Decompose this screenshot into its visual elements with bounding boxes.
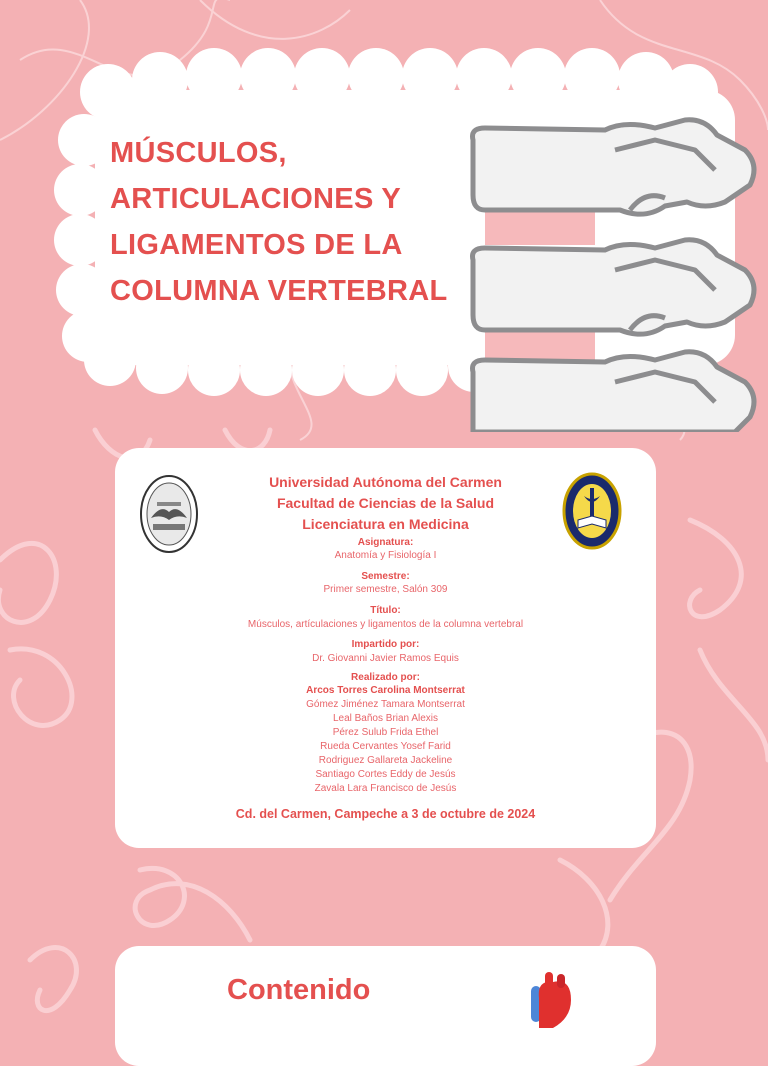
university-name: Universidad Autónoma del Carmen [269,474,502,490]
vertebrae-illustration-icon [455,110,768,432]
title-line: COLUMNA VERTEBRAL [110,275,448,307]
contents-heading: Contenido [227,974,371,1006]
program-name: Licenciatura en Medicina [302,516,469,532]
author-item: Gómez Jiménez Tamara Montserrat [306,699,465,710]
author-item: Pérez Sulub Frida Ethel [332,727,439,738]
authors-list [115,684,656,796]
author-item: Rodriguez Gallareta Jackeline [318,755,453,766]
author-item: Zavala Lara Francisco de Jesús [314,783,457,794]
subject-value: Anatomía y Fisiología I [334,550,437,561]
title-line: LIGAMENTOS DE LA [110,229,403,261]
title-line: ARTICULACIONES Y [110,183,402,215]
semester-value: Primer semestre, Salón 309 [323,584,448,595]
heart-icon [523,968,583,1028]
author-item: Leal Baños Brian Alexis [332,713,439,724]
author-item: Santiago Cortes Eddy de Jesús [315,769,456,780]
work-title-value: Músculos, artículaciones y ligamentos de la columna vertebral [247,619,524,630]
semester-label: Semestre: [361,571,410,582]
contents-card [115,946,656,1066]
institution-heading [115,472,656,535]
authors-label: Realizado por: [351,672,420,683]
place-date: Cd. del Carmen, Campeche a 3 de octubre de 2024 [235,807,536,821]
title-line: MÚSCULOS, [110,137,287,169]
page-title [110,130,490,314]
teacher-value: Dr. Giovanni Javier Ramos Equis [312,653,459,664]
subject-label: Asignatura: [357,537,414,548]
cover-info-card [115,448,656,848]
author-item: Rueda Cervantes Yosef Farid [320,741,451,752]
work-title-label: Título: [370,605,401,616]
author-item: Arcos Torres Carolina Montserrat [306,685,465,696]
faculty-name: Facultad de Ciencias de la Salud [276,495,495,511]
teacher-label: Impartido por: [351,639,420,650]
